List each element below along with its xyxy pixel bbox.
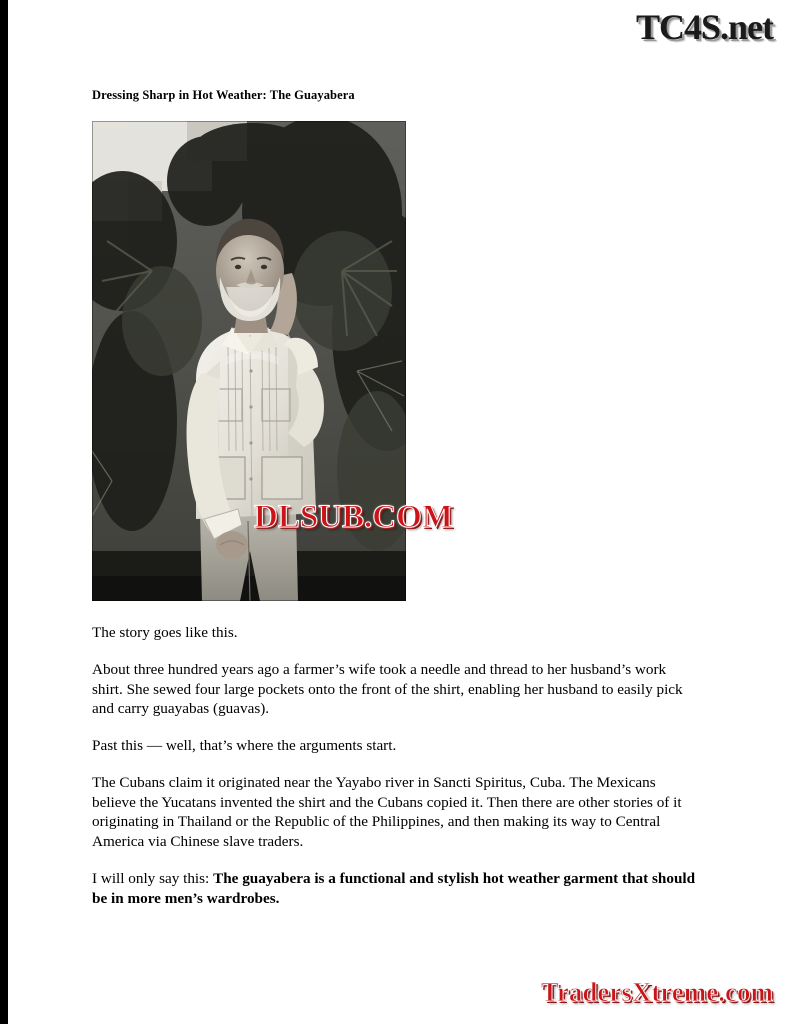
paragraph-claims: The Cubans claim it originated near the Yayabo river in Sancti Spiritus, Cuba. The Mexicans believe the Yucatans invented the shirt and the Cubans copied it. Then there are other stories of it originating in Thailand or the Republic of the Philippines, and then making its way to Central America via Chinese slave traders. xyxy=(92,773,682,850)
closing-bold: The guayabera is a functional and stylish hot weather garment that should be in more men’s wardrobes. xyxy=(92,869,696,907)
paragraph-origin-story: About three hundred years ago a farmer’s wife took a needle and thread to her husband’s work shirt. She sewed four large pockets onto the front of the shirt, enabling her husband to easily pick and carry guayabas (guavas). xyxy=(92,660,683,718)
page-left-margin-bar xyxy=(0,0,8,1024)
paragraph-intro: The story goes like this. xyxy=(92,624,238,641)
image-watermark: DLSUB.COM xyxy=(254,499,453,535)
article-photo xyxy=(92,121,453,601)
paragraph-closing xyxy=(92,869,698,909)
closing-lead: I will only say this: xyxy=(92,869,214,887)
paragraph-arguments: Past this — well, that’s where the arguments start. xyxy=(92,737,397,754)
bottom-site-watermark: TradersXtreme.com xyxy=(540,977,773,1007)
document-body xyxy=(92,88,698,908)
page-title: Dressing Sharp in Hot Weather: The Guayabera xyxy=(92,88,355,102)
top-site-watermark: TC4S.net xyxy=(635,7,773,47)
